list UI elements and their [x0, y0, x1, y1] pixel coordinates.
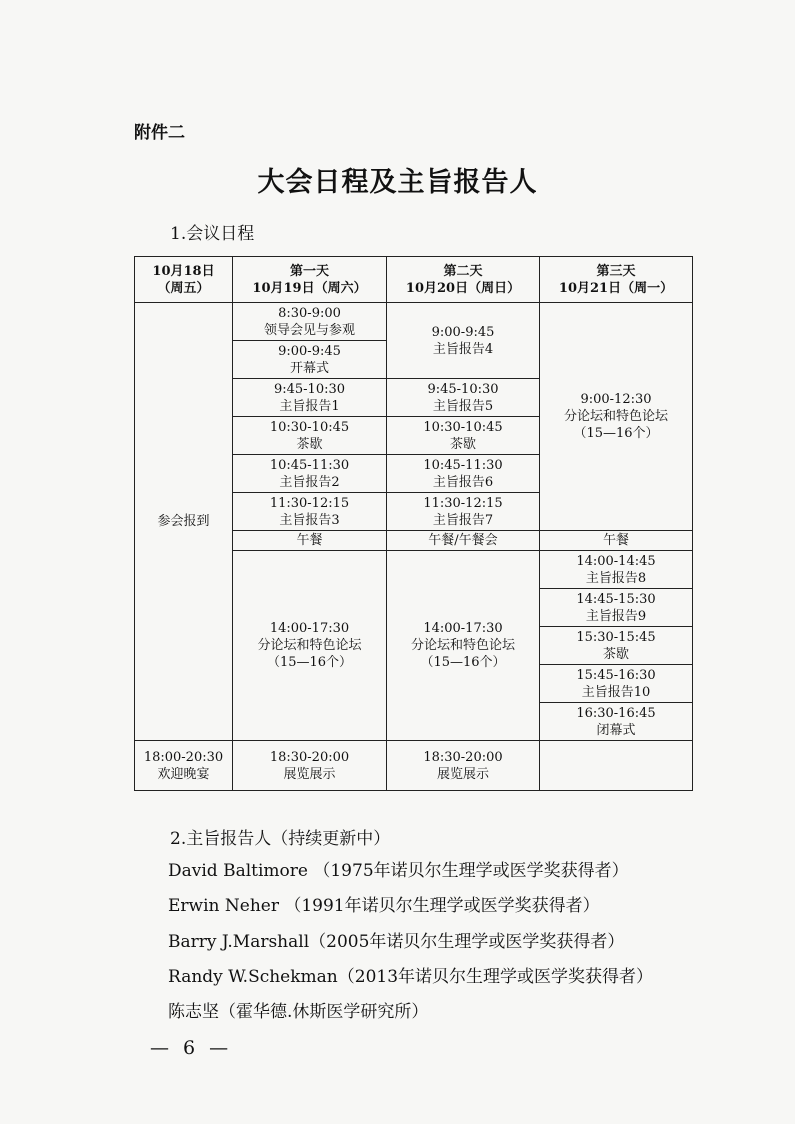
- day1-slot: [233, 455, 387, 493]
- slot-time: 11:30-12:15: [423, 495, 503, 511]
- slot-label: 主旨报告5: [432, 398, 494, 414]
- slot-label: 主旨报告6: [432, 474, 494, 490]
- day1-slot: [233, 417, 387, 455]
- slot-extra: （15—16个）: [420, 655, 506, 670]
- header-oct18: [135, 257, 233, 303]
- slot-time: 10:45-11:30: [269, 457, 350, 473]
- slot-label: 主旨报告3: [279, 512, 340, 528]
- slot-time: 16:30-16:45: [576, 705, 656, 721]
- slot-extra: （15—16个）: [266, 655, 353, 670]
- slot-time: 14:45-15:30: [576, 591, 656, 607]
- slot-time: 14:00-17:30: [269, 621, 350, 636]
- header-day2: [387, 257, 540, 303]
- slot-time: 10:30-10:45: [423, 419, 503, 435]
- slot-label: 午餐/午餐会: [428, 533, 498, 548]
- slot-label: 主旨报告7: [432, 512, 494, 528]
- day1-slot: [233, 341, 387, 379]
- slot-time: 9:45-10:30: [273, 381, 346, 397]
- slot-label: 欢迎晚宴: [157, 766, 210, 782]
- slot-time: 9:00-9:45: [431, 324, 495, 340]
- header-line: （周五）: [157, 280, 210, 296]
- header-day1: [233, 257, 387, 303]
- day1-slot: [233, 303, 387, 341]
- schedule-header-row: [135, 257, 693, 303]
- page-number: — 6 —: [150, 1037, 233, 1059]
- day1-slot: [233, 493, 387, 531]
- slot-time: 15:45-16:30: [576, 667, 656, 683]
- day3-slot: [540, 627, 693, 665]
- speaker-item: Erwin Neher （1991年诺贝尔生理学或医学奖获得者）: [168, 896, 600, 916]
- day2-slot: [387, 551, 540, 741]
- day2-exhibition: [387, 741, 540, 791]
- header-line: 10月21日（周一）: [558, 280, 674, 296]
- slot-time: 14:00-14:45: [576, 553, 656, 569]
- speaker-item: Barry J.Marshall（2005年诺贝尔生理学或医学奖获得者）: [168, 932, 625, 952]
- header-line: 第三天: [596, 263, 636, 279]
- day1-slot: [233, 551, 387, 741]
- welcome-banquet: [135, 741, 233, 791]
- slot-extra: （15—16个）: [573, 426, 659, 441]
- header-day3: [540, 257, 693, 303]
- slot-label: 主旨报告2: [279, 474, 340, 490]
- day2-slot: [387, 417, 540, 455]
- slot-time: 8:30-9:00: [278, 305, 341, 321]
- day3-lunch: [540, 531, 693, 551]
- day3-slot: [540, 589, 693, 627]
- slot-label: 展览展示: [283, 766, 336, 782]
- slot-time: 9:45-10:30: [427, 381, 499, 397]
- slot-time: 15:30-15:45: [576, 629, 656, 645]
- day2-slot: [387, 379, 540, 417]
- slot-time: 10:30-10:45: [269, 419, 350, 435]
- day3-slot: [540, 703, 693, 741]
- slot-time: 14:00-17:30: [423, 621, 503, 636]
- slot-label: 主旨报告4: [432, 341, 494, 357]
- day2-slot: [387, 455, 540, 493]
- header-line: 第二天: [443, 263, 483, 279]
- slot-label: 茶歇: [602, 646, 629, 662]
- header-line: 10月19日（周六）: [252, 280, 367, 296]
- day1-slot: [233, 379, 387, 417]
- speaker-item: Randy W.Schekman（2013年诺贝尔生理学或医学奖获得者）: [168, 967, 654, 987]
- attachment-label: 附件二: [134, 123, 185, 143]
- day1-exhibition: [233, 741, 387, 791]
- day1-lunch: [233, 531, 387, 551]
- slot-label: 午餐: [296, 533, 323, 548]
- slot-time: 11:30-12:15: [269, 495, 350, 511]
- slot-label: 分论坛和特色论坛: [410, 638, 515, 653]
- registration-cell: [135, 303, 233, 741]
- slot-time: 10:45-11:30: [423, 457, 503, 473]
- schedule-table: [134, 256, 693, 791]
- slot-label: 主旨报告8: [585, 570, 647, 586]
- speaker-item: David Baltimore （1975年诺贝尔生理学或医学奖获得者）: [168, 861, 629, 881]
- slot-label: 主旨报告9: [585, 608, 647, 624]
- page-title: 大会日程及主旨报告人: [257, 167, 538, 198]
- day3-slot: [540, 551, 693, 589]
- speaker-item: 陈志坚（霍华德.休斯医学研究所）: [168, 1002, 429, 1022]
- slot-time: 9:00-12:30: [580, 392, 652, 407]
- slot-label: 午餐: [602, 533, 629, 548]
- day2-slot: [387, 303, 540, 379]
- day3-empty: [540, 741, 693, 791]
- slot-label: 闭幕式: [596, 722, 636, 738]
- slot-time: 18:30-20:00: [423, 749, 503, 765]
- day3-slot: [540, 665, 693, 703]
- slot-time: 18:30-20:00: [269, 749, 350, 765]
- slot-label: 分论坛和特色论坛: [563, 409, 668, 424]
- slot-time: 18:00-20:30: [143, 749, 224, 765]
- slot-label: 开幕式: [289, 360, 329, 376]
- section-heading-schedule: 1.会议日程: [170, 224, 255, 244]
- header-line: 10月20日（周日）: [405, 280, 521, 296]
- slot-time: 9:00-9:45: [278, 343, 341, 359]
- registration-label: 参会报到: [157, 514, 210, 529]
- slot-label: 分论坛和特色论坛: [257, 638, 362, 653]
- header-line: 第一天: [289, 263, 329, 279]
- slot-label: 主旨报告10: [581, 684, 651, 700]
- slot-label: 领导会见与参观: [263, 322, 355, 338]
- header-line: 10月18日: [152, 263, 215, 279]
- day2-lunch: [387, 531, 540, 551]
- section-heading-speakers: 2.主旨报告人（持续更新中）: [170, 829, 391, 849]
- slot-label: 展览展示: [436, 766, 489, 782]
- slot-label: 茶歇: [449, 436, 476, 452]
- day2-slot: [387, 493, 540, 531]
- slot-label: 茶歇: [296, 436, 323, 452]
- slot-label: 主旨报告1: [279, 398, 340, 414]
- day3-slot: [540, 303, 693, 531]
